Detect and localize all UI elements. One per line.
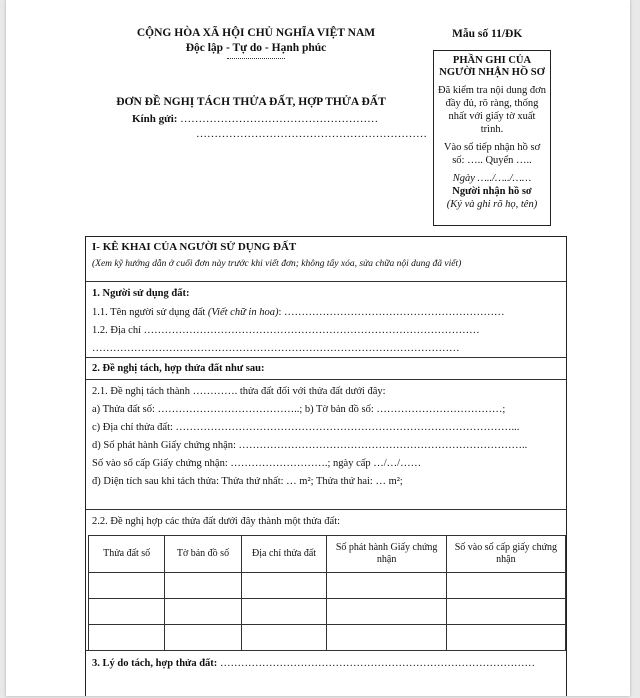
table-cell[interactable]	[327, 599, 446, 625]
table-cell[interactable]	[241, 573, 327, 599]
user-address-field-2[interactable]: ……………………………………………………………………………………………	[92, 343, 460, 354]
national-header	[106, 26, 406, 59]
receiver-signer-note: (Ký và ghi rõ họ, tên)	[446, 199, 538, 210]
user-section	[86, 281, 566, 358]
user-address-field[interactable]: ……………………………………………………………………………………	[143, 325, 480, 336]
col-parcel-number: Thửa đất số	[89, 536, 165, 573]
header-divider	[227, 58, 285, 59]
table-cell[interactable]	[165, 599, 241, 625]
table-row	[89, 625, 566, 651]
user-address-label: 1.2. Địa chỉ	[92, 325, 141, 336]
merge-section	[86, 509, 566, 650]
section1-note: (Xem kỹ hướng dẫn ở cuối đơn này trước khi viết đơn; không tẩy xóa, sửa chữa nội dung đã viết)	[92, 259, 462, 269]
merge-table-header	[89, 536, 566, 573]
parcel-number-line[interactable]: a) Thửa đất số: …………………………………..; b) Tờ bản đồ số: ………………………………;	[92, 404, 506, 415]
receiver-checked-text: Đã kiểm tra nội dung đơn đầy đủ, rõ ràng, thống nhất với giấy tờ xuất trình.	[438, 85, 546, 135]
reason-field[interactable]: ………………………………………………………………………………	[219, 658, 535, 669]
user-section-title: 1. Người sử dụng đất:	[92, 288, 190, 299]
receiver-signer: Người nhận hồ sơ	[452, 186, 532, 197]
table-row	[89, 599, 566, 625]
receiver-box	[433, 50, 551, 226]
table-cell[interactable]	[241, 599, 327, 625]
table-row	[89, 573, 566, 599]
declaration-form	[85, 236, 567, 696]
user-address-row	[92, 325, 480, 336]
republic-title: CỘNG HÒA XÃ HỘI CHỦ NGHĨA VIỆT NAM	[136, 27, 376, 39]
receiver-entry-text: Vào sổ tiếp nhận hồ sơ số: ….. Quyển …..	[443, 142, 541, 166]
table-cell[interactable]	[89, 573, 165, 599]
reason-title: 3. Lý do tách, hợp thửa đất:	[92, 658, 218, 669]
kinh-gui-label: Kính gửi:	[132, 113, 178, 125]
document-title: ĐƠN ĐỀ NGHỊ TÁCH THỬA ĐẤT, HỢP THỬA ĐẤT	[116, 96, 386, 108]
table-cell[interactable]	[446, 573, 565, 599]
parcel-address-line[interactable]: c) Địa chỉ thửa đất: ……………………………………………………………………………………...	[92, 422, 520, 433]
request-title-row	[86, 357, 566, 378]
table-cell[interactable]	[327, 573, 446, 599]
col-map-sheet: Tờ bản đồ số	[165, 536, 241, 573]
form-page	[6, 0, 630, 696]
table-cell[interactable]	[89, 599, 165, 625]
user-name-field[interactable]: : ………………………………………………………	[278, 307, 505, 318]
col-certificate-number: Số phát hành Giấy chứng nhận	[327, 536, 446, 573]
split-section	[86, 379, 566, 508]
user-name-label: 1.1. Tên người sử dụng đất	[92, 307, 206, 318]
merge-request-line: 2.2. Đề nghị hợp các thửa đất dưới đây thành một thửa đất:	[92, 516, 341, 527]
reason-row	[92, 658, 535, 669]
register-number-line[interactable]: Số vào sổ cấp Giấy chứng nhận: ……………………….; ngày cấp …/…/……	[92, 458, 422, 469]
table-cell[interactable]	[89, 625, 165, 651]
col-parcel-address: Địa chỉ thửa đất	[241, 536, 327, 573]
form-number: Mẫu số 11/ĐK	[452, 28, 523, 40]
receiver-box-title: PHẦN GHI CỦA NGƯỜI NHẬN HỒ SƠ	[439, 55, 545, 78]
user-name-row	[92, 307, 505, 318]
split-area-line[interactable]: đ) Diện tích sau khi tách thửa: Thửa thứ nhất: … m²; Thửa thứ hai: … m²;	[92, 476, 403, 487]
table-cell[interactable]	[446, 599, 565, 625]
split-request-line[interactable]: 2.1. Đề nghị tách thành …………. thửa đất đối với thửa đất dưới đây:	[92, 386, 386, 397]
user-name-hint: (Viết chữ in hoa)	[207, 307, 279, 318]
certificate-number-line[interactable]: d) Số phát hành Giấy chứng nhận: ………………………………………………………………………..	[92, 440, 528, 451]
table-cell[interactable]	[165, 625, 241, 651]
reason-section	[86, 650, 566, 698]
request-title: 2. Đề nghị tách, hợp thửa đất như sau:	[92, 363, 265, 374]
table-cell[interactable]	[327, 625, 446, 651]
section1-title: I- KÊ KHAI CỦA NGƯỜI SỬ DỤNG ĐẤT	[92, 241, 297, 253]
kinh-gui-field-2[interactable]: ………………………………………………………	[196, 128, 427, 140]
table-cell[interactable]	[241, 625, 327, 651]
kinh-gui-field[interactable]: ………………………………………………	[180, 113, 379, 125]
receiver-date: Ngày …../…../……	[452, 173, 532, 184]
col-register-number: Số vào sổ cấp giấy chứng nhận	[446, 536, 565, 573]
motto: Độc lập - Tự do - Hạnh phúc	[185, 42, 327, 54]
merge-table	[88, 535, 566, 651]
table-cell[interactable]	[165, 573, 241, 599]
kinh-gui-line	[132, 113, 378, 125]
table-cell[interactable]	[446, 625, 565, 651]
